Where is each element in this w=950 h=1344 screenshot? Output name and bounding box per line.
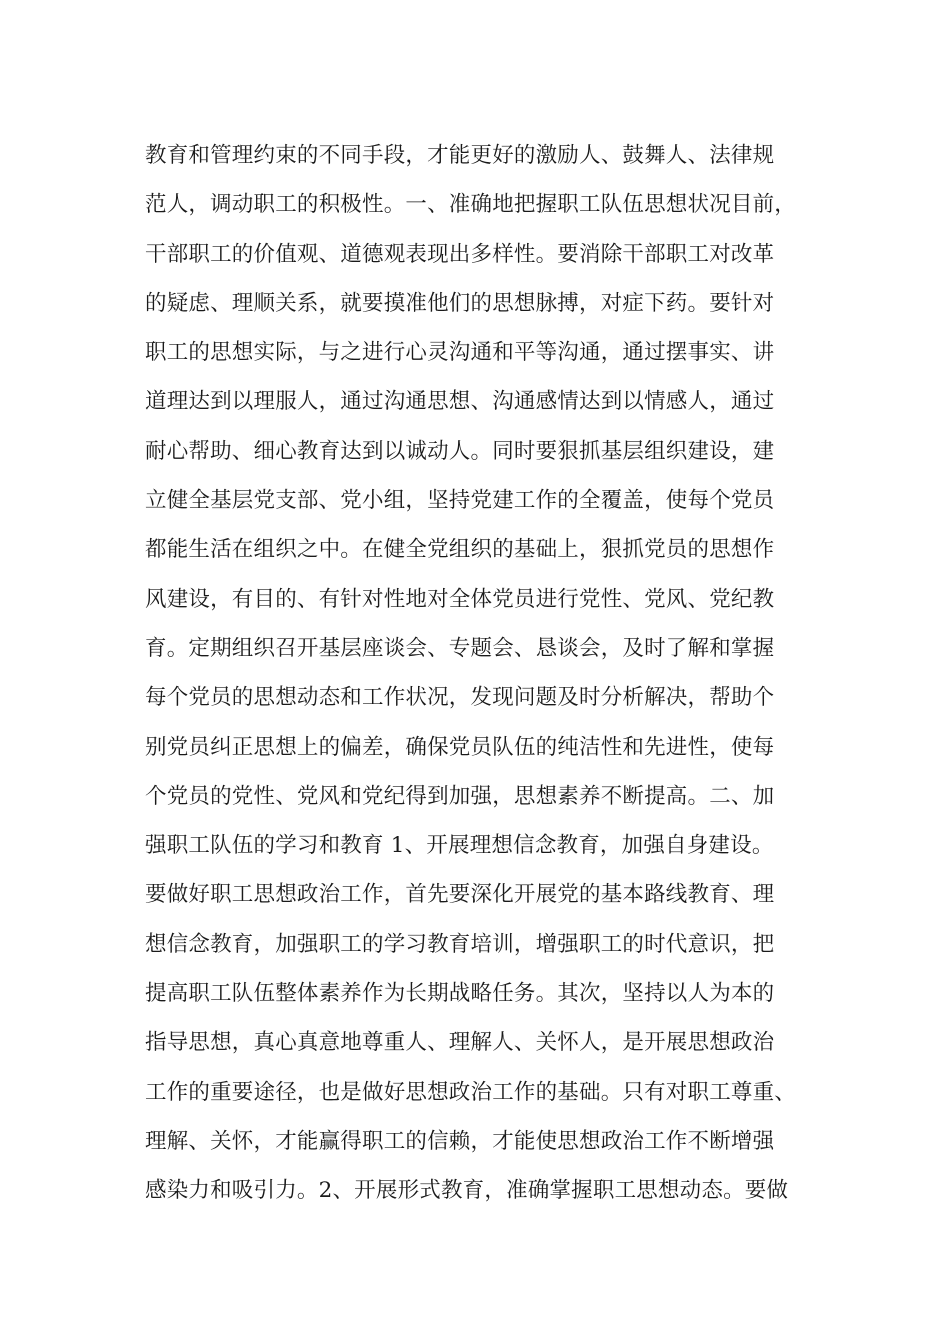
text-line: 风建设，有目的、有针对性地对全体党员进行党性、党风、党纪教 bbox=[145, 586, 775, 612]
text-line: 理解、关怀，才能赢得职工的信赖，才能使思想政治工作不断增强 bbox=[145, 1128, 775, 1154]
text-line: 强职工队伍的学习和教育 1、开展理想信念教育，加强自身建设。 bbox=[145, 833, 774, 859]
text-line: 范人，调动职工的积极性。一、准确地把握职工队伍思想状况目前， bbox=[145, 192, 797, 218]
text-line: 每个党员的思想动态和工作状况，发现问题及时分析解决，帮助个 bbox=[145, 685, 775, 711]
text-line: 立健全基层党支部、党小组，坚持党建工作的全覆盖，使每个党员 bbox=[145, 488, 775, 514]
text-line: 工作的重要途径，也是做好思想政治工作的基础。只有对职工尊重、 bbox=[145, 1079, 797, 1105]
text-line: 别党员纠正思想上的偏差，确保党员队伍的纯洁性和先进性，使每 bbox=[145, 734, 775, 760]
body-text bbox=[145, 131, 845, 1216]
text-line: 感染力和吸引力。2、开展形式教育，准确掌握职工思想动态。要做 bbox=[145, 1178, 789, 1204]
text-line: 干部职工的价值观、道德观表现出多样性。要消除干部职工对改革 bbox=[145, 241, 775, 267]
text-line: 道理达到以理服人，通过沟通思想、沟通感情达到以情感人，通过 bbox=[145, 389, 775, 415]
text-line: 育。定期组织召开基层座谈会、专题会、恳谈会，及时了解和掌握 bbox=[145, 635, 775, 661]
text-line: 教育和管理约束的不同手段，才能更好的激励人、鼓舞人、法律规 bbox=[145, 143, 775, 168]
text-line: 的疑虑、理顺关系，就要摸准他们的思想脉搏，对症下药。要针对 bbox=[145, 290, 775, 316]
text-line: 耐心帮助、细心教育达到以诚动人。同时要狠抓基层组织建设，建 bbox=[145, 438, 775, 464]
text-line: 个党员的党性、党风和党纪得到加强，思想素养不断提高。二、加 bbox=[145, 783, 775, 809]
text-line: 指导思想，真心真意地尊重人、理解人、关怀人，是开展思想政治 bbox=[145, 1030, 775, 1056]
text-line: 要做好职工思想政治工作，首先要深化开展党的基本路线教育、理 bbox=[145, 882, 775, 908]
text-line: 想信念教育，加强职工的学习教育培训，增强职工的时代意识，把 bbox=[145, 931, 775, 957]
text-line: 提高职工队伍整体素养作为长期战略任务。其次，坚持以人为本的 bbox=[145, 981, 775, 1007]
text-line: 职工的思想实际，与之进行心灵沟通和平等沟通，通过摆事实、讲 bbox=[145, 340, 775, 366]
text-line: 都能生活在组织之中。在健全党组织的基础上，狠抓党员的思想作 bbox=[145, 537, 775, 563]
